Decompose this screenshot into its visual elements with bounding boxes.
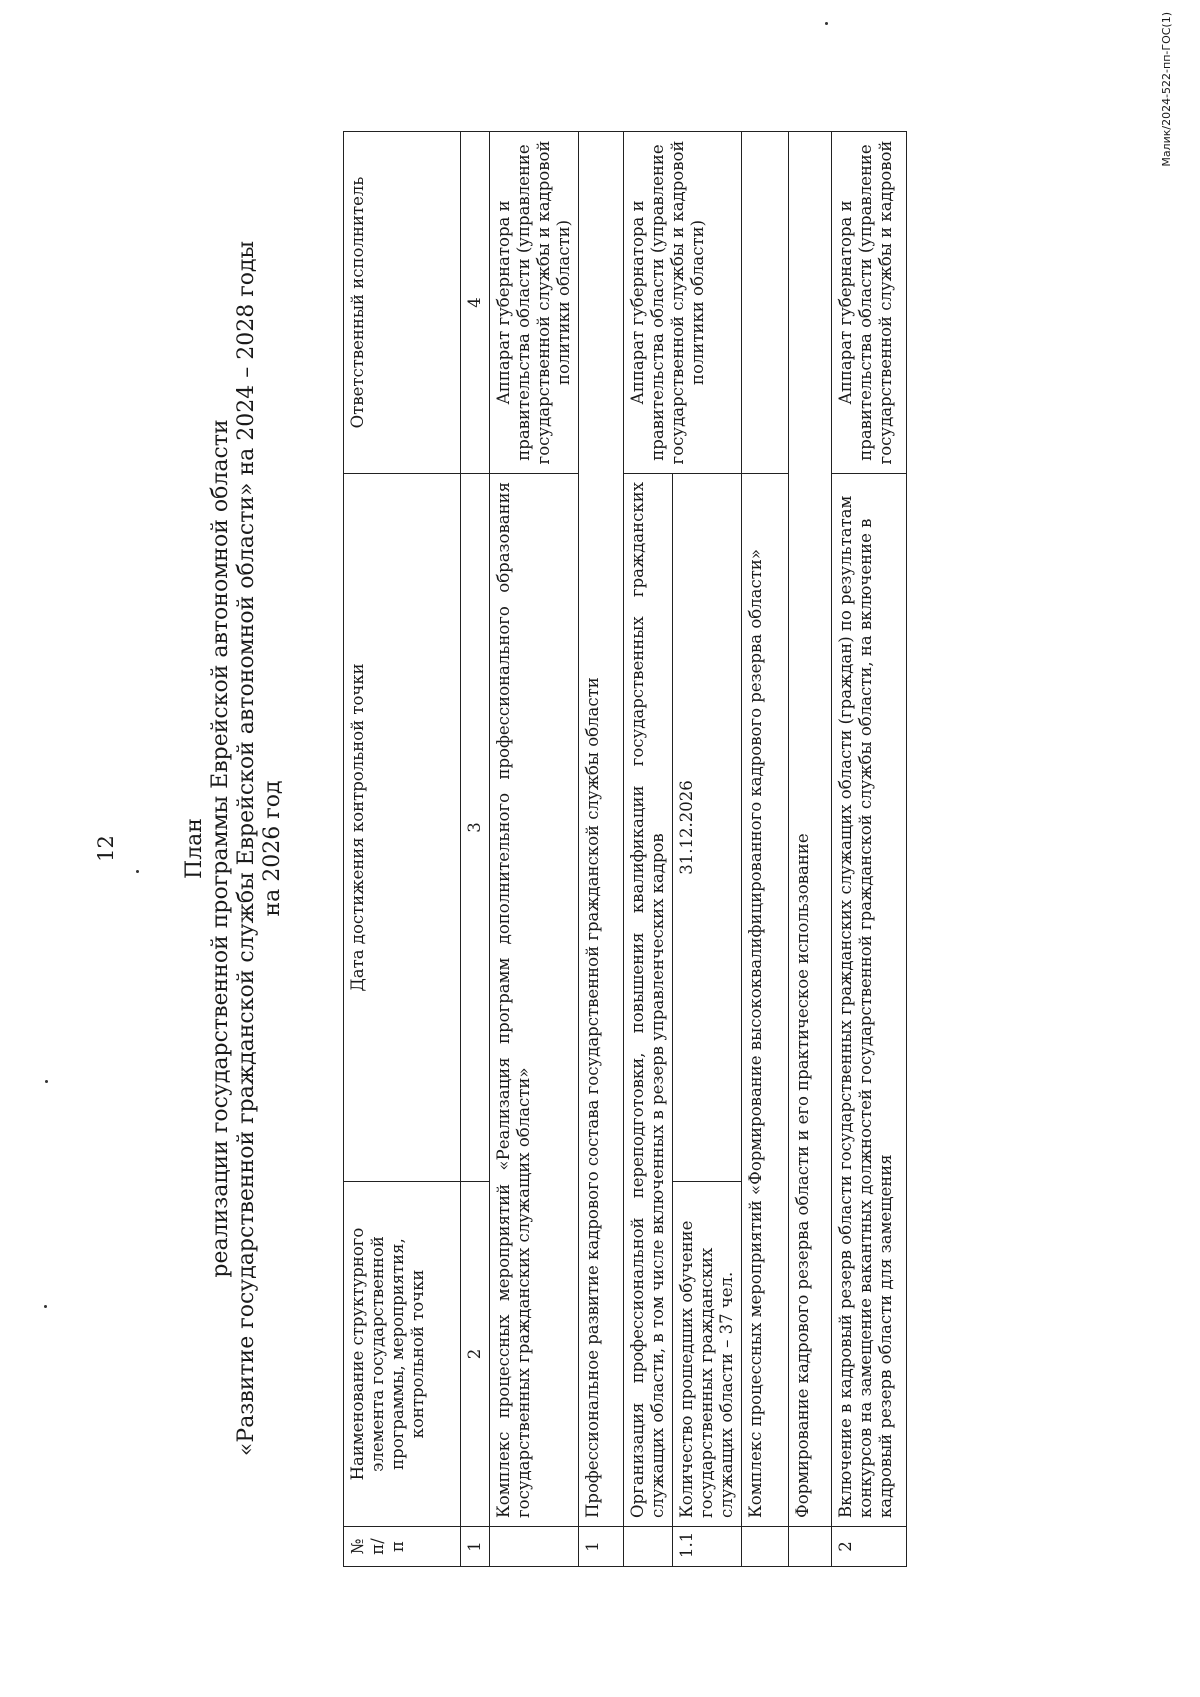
table-row	[832, 132, 907, 1567]
header-name: Наименование структурного элемента государственной программы, мероприятия, контрольной точки	[344, 1182, 461, 1527]
task-cell: Профессиональное развитие кадрового состава государственной гражданской службы области	[579, 132, 624, 1527]
table-row	[624, 132, 673, 1567]
table-row	[490, 132, 579, 1567]
table-row	[742, 132, 789, 1567]
num-cell	[490, 1527, 579, 1567]
date-cell: 31.12.2026	[673, 474, 742, 1182]
page-number: 12	[94, 835, 118, 862]
num-cell: 2	[832, 1527, 907, 1567]
document-subtitle-2: «Развитие государственной гражданской службы Еврейской автономной области» на 2024 – 2028 годы	[234, 240, 259, 1457]
column-number: 1	[461, 1527, 490, 1567]
table-row	[789, 132, 832, 1567]
header-responsible: Ответственный исполнитель	[344, 132, 461, 474]
task-cell: Формирование кадрового резерва области и его практическое использование	[789, 132, 832, 1527]
complex-cell: Комплекс процессных мероприятий «Реализация программ дополнительного профессионального образования государственных гражданских служащих области»	[490, 474, 579, 1527]
column-number: 2	[461, 1182, 490, 1527]
header-num: № п/п	[344, 1527, 461, 1567]
complex-cell: Комплекс процессных мероприятий «Формирование высококвалифицированного кадрового резерва области»	[742, 474, 789, 1527]
event-cell: Организация профессиональной переподготовки, повышения квалификации государственных гражданских служащих области, в том числе включенных в резерв управленческих кадров	[624, 474, 673, 1527]
event-cell: Включение в кадровый резерв области государственных гражданских служащих области (граждан) по результатам конкурсов на замещение вакантных должностей государственной гражданской службы области, на включение в кадровый резерв области для замещения	[832, 474, 907, 1527]
plan-table	[343, 131, 907, 1567]
column-number: 3	[461, 474, 490, 1182]
responsible-cell	[742, 132, 789, 474]
document-subtitle-1: реализации государственной программы Еврейской автономной области	[208, 419, 233, 1278]
header-date: Дата достижения контрольной точки	[344, 474, 461, 1182]
responsible-cell: Аппарат губернатора и правительства области (управление государственной службы и кадровой политики области)	[624, 132, 742, 474]
document-title: План	[182, 818, 207, 879]
document-code: Малик/2024-522-пп-ГОС(1)	[1160, 12, 1173, 167]
table-header-row	[344, 132, 461, 1567]
responsible-cell: Аппарат губернатора и правительства области (управление государственной службы и кадровой политики области)	[490, 132, 579, 474]
table-row	[579, 132, 624, 1567]
num-cell	[742, 1527, 789, 1567]
num-cell: 1	[579, 1527, 624, 1567]
num-cell	[789, 1527, 832, 1567]
column-number-row	[461, 132, 490, 1567]
num-cell	[624, 1527, 673, 1567]
document-subtitle-3: на 2026 год	[260, 780, 285, 917]
num-cell: 1.1	[673, 1527, 742, 1567]
responsible-cell: Аппарат губернатора и правительства области (управление государственной службы и кадровой	[832, 132, 907, 474]
control-point-cell: Количество прошедших обучение государственных гражданских служащих области – 37 чел.	[673, 1182, 742, 1527]
column-number: 4	[461, 132, 490, 474]
